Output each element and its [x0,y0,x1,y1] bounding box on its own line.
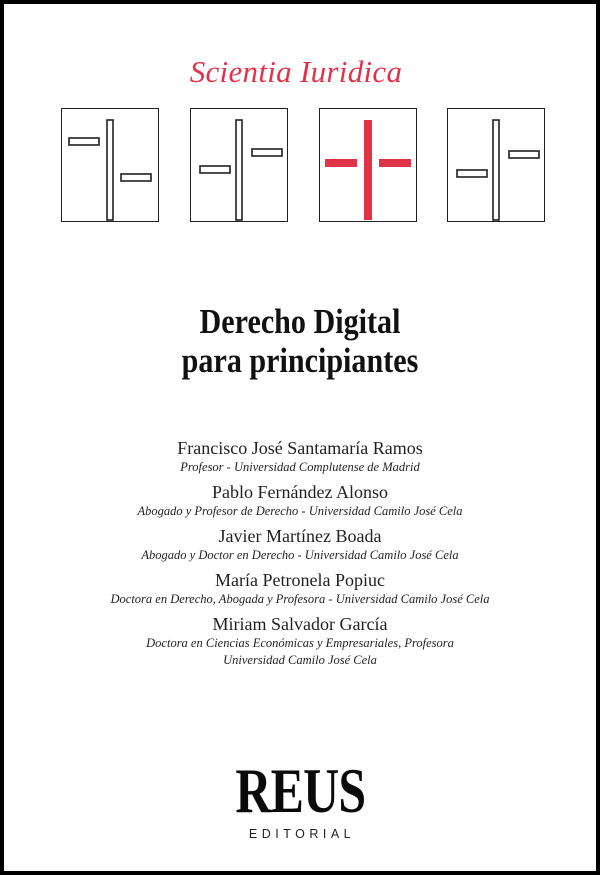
book-cover [4,4,596,871]
author-list [4,438,596,675]
scales-glyph-right-icon-alt [448,109,544,221]
book-title-line-2: para principiantes [181,341,419,380]
author-affiliation: Universidad Camilo José Cela [223,653,377,667]
author-affiliation: Profesor - Universidad Complutense de Madrid [180,460,420,474]
publisher-name: REUS [234,755,366,826]
author-entry [4,482,596,520]
series-title: Scientia Iuridica [189,54,403,89]
author-name: María Petronela Popiuc [215,570,385,590]
emblem-box-3 [319,108,417,222]
author-entry [4,614,596,669]
publisher-subtitle: EDITORIAL [248,827,356,841]
author-name: Miriam Salvador García [212,614,388,634]
author-affiliation: Doctora en Derecho, Abogada y Profesora - Universidad Camilo José Cela [110,592,490,606]
emblem-box-1 [61,108,159,222]
book-title-line-1: Derecho Digital [199,302,401,341]
author-affiliation: Abogado y Doctor en Derecho - Universidad Camilo José Cela [141,548,459,562]
scales-glyph-left-icon [62,109,158,221]
emblem-box-4 [447,108,545,222]
author-affiliation: Doctora en Ciencias Económicas y Empresariales, Profesora [146,636,454,650]
author-entry [4,526,596,564]
book-title [45,302,554,380]
emblem-box-2 [190,108,288,222]
author-affiliation: Abogado y Profesor de Derecho - Universidad Camilo José Cela [137,504,463,518]
author-name: Francisco José Santamaría Ramos [177,438,423,458]
scales-glyph-right-icon [191,109,287,221]
author-name: Javier Martínez Boada [218,526,382,546]
author-entry [4,570,596,608]
cross-glyph-red-icon [320,109,416,221]
author-entry [4,438,596,476]
publisher-logo [4,755,596,841]
author-name: Pablo Fernández Alonso [212,482,388,502]
